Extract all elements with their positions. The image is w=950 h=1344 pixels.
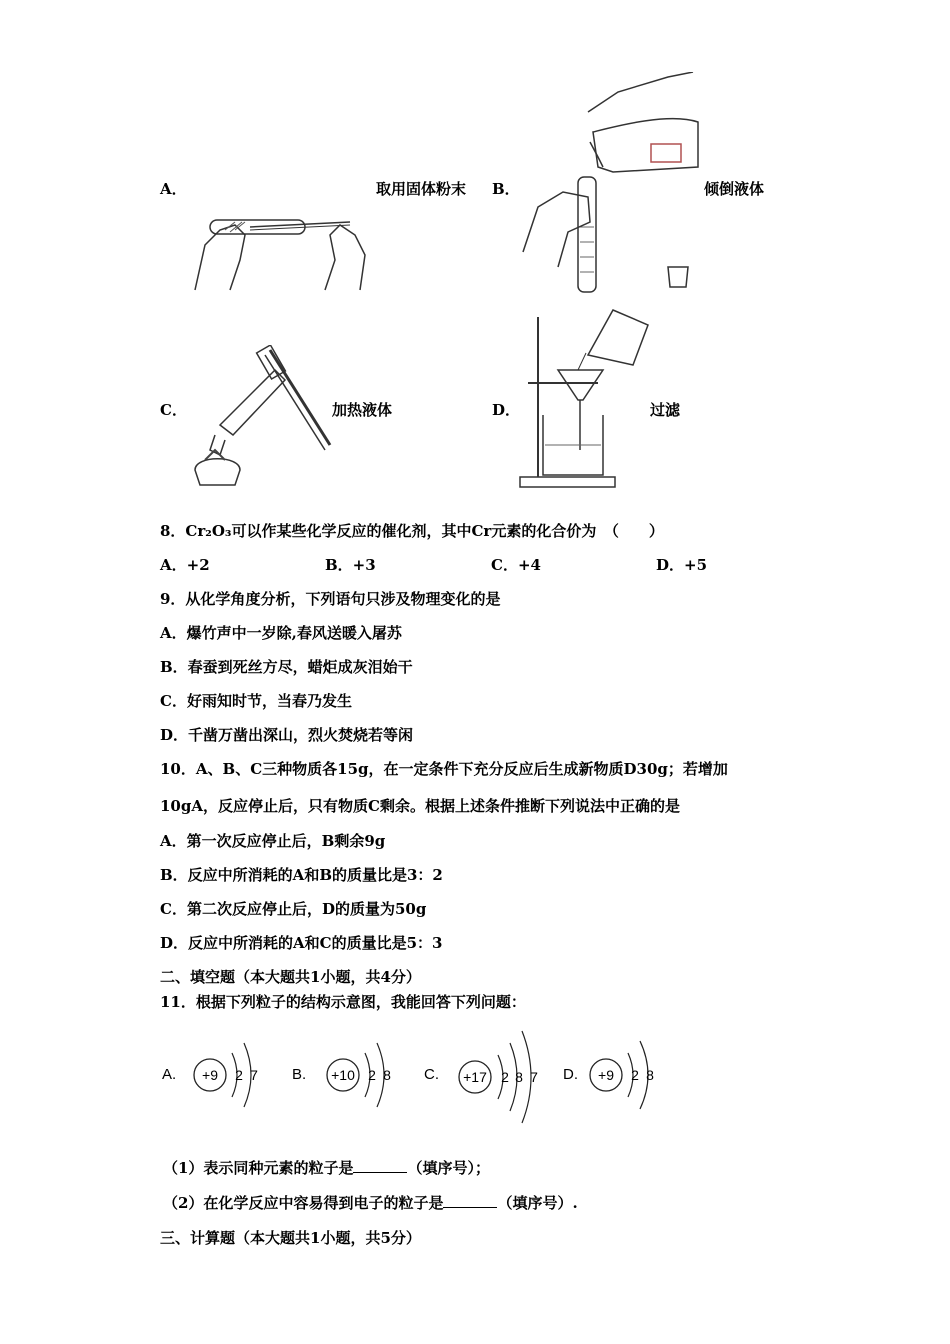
q10-option-b: B．反应中所消耗的A和B的质量比是3：2: [160, 866, 443, 884]
atom-b-letter: B.: [292, 1066, 307, 1083]
q8-option-a: A．+2: [160, 556, 210, 574]
atom-c-nucleus: +17: [463, 1069, 487, 1085]
atom-a-letter: A.: [162, 1066, 177, 1083]
atom-a-nucleus: +9: [202, 1067, 218, 1083]
q9-option-d: D．千凿万凿出深山，烈火焚烧若等闲: [160, 726, 414, 744]
atom-b-nucleus: +10: [331, 1067, 355, 1083]
filtration-illustration: [518, 305, 653, 490]
option-c-letter: C．: [160, 401, 187, 419]
q11-sub1-blank[interactable]: [353, 1158, 407, 1173]
q9-option-a: A．爆竹声中一岁除,春风送暖入屠苏: [160, 624, 402, 642]
option-a-caption: 取用固体粉末: [376, 180, 467, 198]
atom-d-letter: D.: [563, 1066, 578, 1083]
pouring-illustration: [518, 72, 703, 297]
atom-a-shell-1: 2: [235, 1067, 243, 1083]
atom-c-shell-2: 8: [515, 1069, 523, 1085]
powder-illustration: [190, 200, 370, 295]
atom-d-shell-1: 2: [631, 1067, 639, 1083]
atom-d-shell-2: 8: [646, 1067, 654, 1083]
section-3-heading: 三、计算题（本大题共1小题，共5分）: [160, 1229, 421, 1247]
q8-option-b: B．+3: [325, 556, 376, 574]
q11-sub1-prefix: （1）表示同种元素的粒子是: [163, 1159, 354, 1177]
q11-sub2-blank[interactable]: [443, 1193, 497, 1208]
q10-stem-line1: 10．A、B、C三种物质各15g，在一定条件下充分反应后生成新物质D30g；若增加: [160, 760, 728, 778]
q10-option-a: A．第一次反应停止后，B剩余9g: [160, 832, 386, 850]
q8-option-c: C．+4: [491, 556, 541, 574]
section-2-heading: 二、填空题（本大题共1小题，共4分）: [160, 968, 421, 986]
q11-sub2: [163, 1192, 578, 1213]
option-b-letter: B．: [492, 180, 520, 198]
atom-c-shell-1: 2: [501, 1069, 509, 1085]
q11-sub1-suffix: （填序号）；: [407, 1159, 490, 1177]
heating-illustration: [185, 345, 335, 495]
option-d-caption: 过滤: [650, 401, 681, 419]
atom-d-nucleus: +9: [598, 1067, 614, 1083]
q10-option-d: D．反应中所消耗的A和C的质量比是5：3: [160, 934, 443, 952]
atom-b-shell-1: 2: [368, 1067, 376, 1083]
q11-stem: 11．根据下列粒子的结构示意图，我能回答下列问题：: [160, 993, 526, 1011]
atom-c-letter: C.: [424, 1066, 439, 1083]
atom-diagrams: [160, 1025, 680, 1130]
option-c-caption: 加热液体: [332, 401, 393, 419]
q8-option-d: D．+5: [656, 556, 708, 574]
q9-option-c: C．好雨知时节，当春乃发生: [160, 692, 352, 710]
q8-stem: 8．Cr₂O₃可以作某些化学反应的催化剂，其中Cr元素的化合价为 （ ）: [160, 522, 664, 540]
atom-a-shell-2: 7: [250, 1067, 258, 1083]
atom-c-shell-3: 7: [530, 1069, 538, 1085]
q9-option-b: B．春蚕到死丝方尽，蜡炬成灰泪始干: [160, 658, 413, 676]
option-d-letter: D．: [492, 401, 521, 419]
q11-sub2-suffix: （填序号）.: [497, 1194, 578, 1212]
atom-b-shell-2: 8: [383, 1067, 391, 1083]
q11-sub1: [163, 1157, 490, 1178]
q9-stem: 9．从化学角度分析，下列语句只涉及物理变化的是: [160, 590, 501, 608]
option-b-caption: 倾倒液体: [704, 180, 765, 198]
q10-stem-line2: 10gA，反应停止后，只有物质C剩余。根据上述条件推断下列说法中正确的是: [160, 797, 680, 815]
q11-sub2-prefix: （2）在化学反应中容易得到电子的粒子是: [163, 1194, 444, 1212]
q10-option-c: C．第二次反应停止后，D的质量为50g: [160, 900, 427, 918]
option-a-letter: A．: [160, 180, 187, 198]
